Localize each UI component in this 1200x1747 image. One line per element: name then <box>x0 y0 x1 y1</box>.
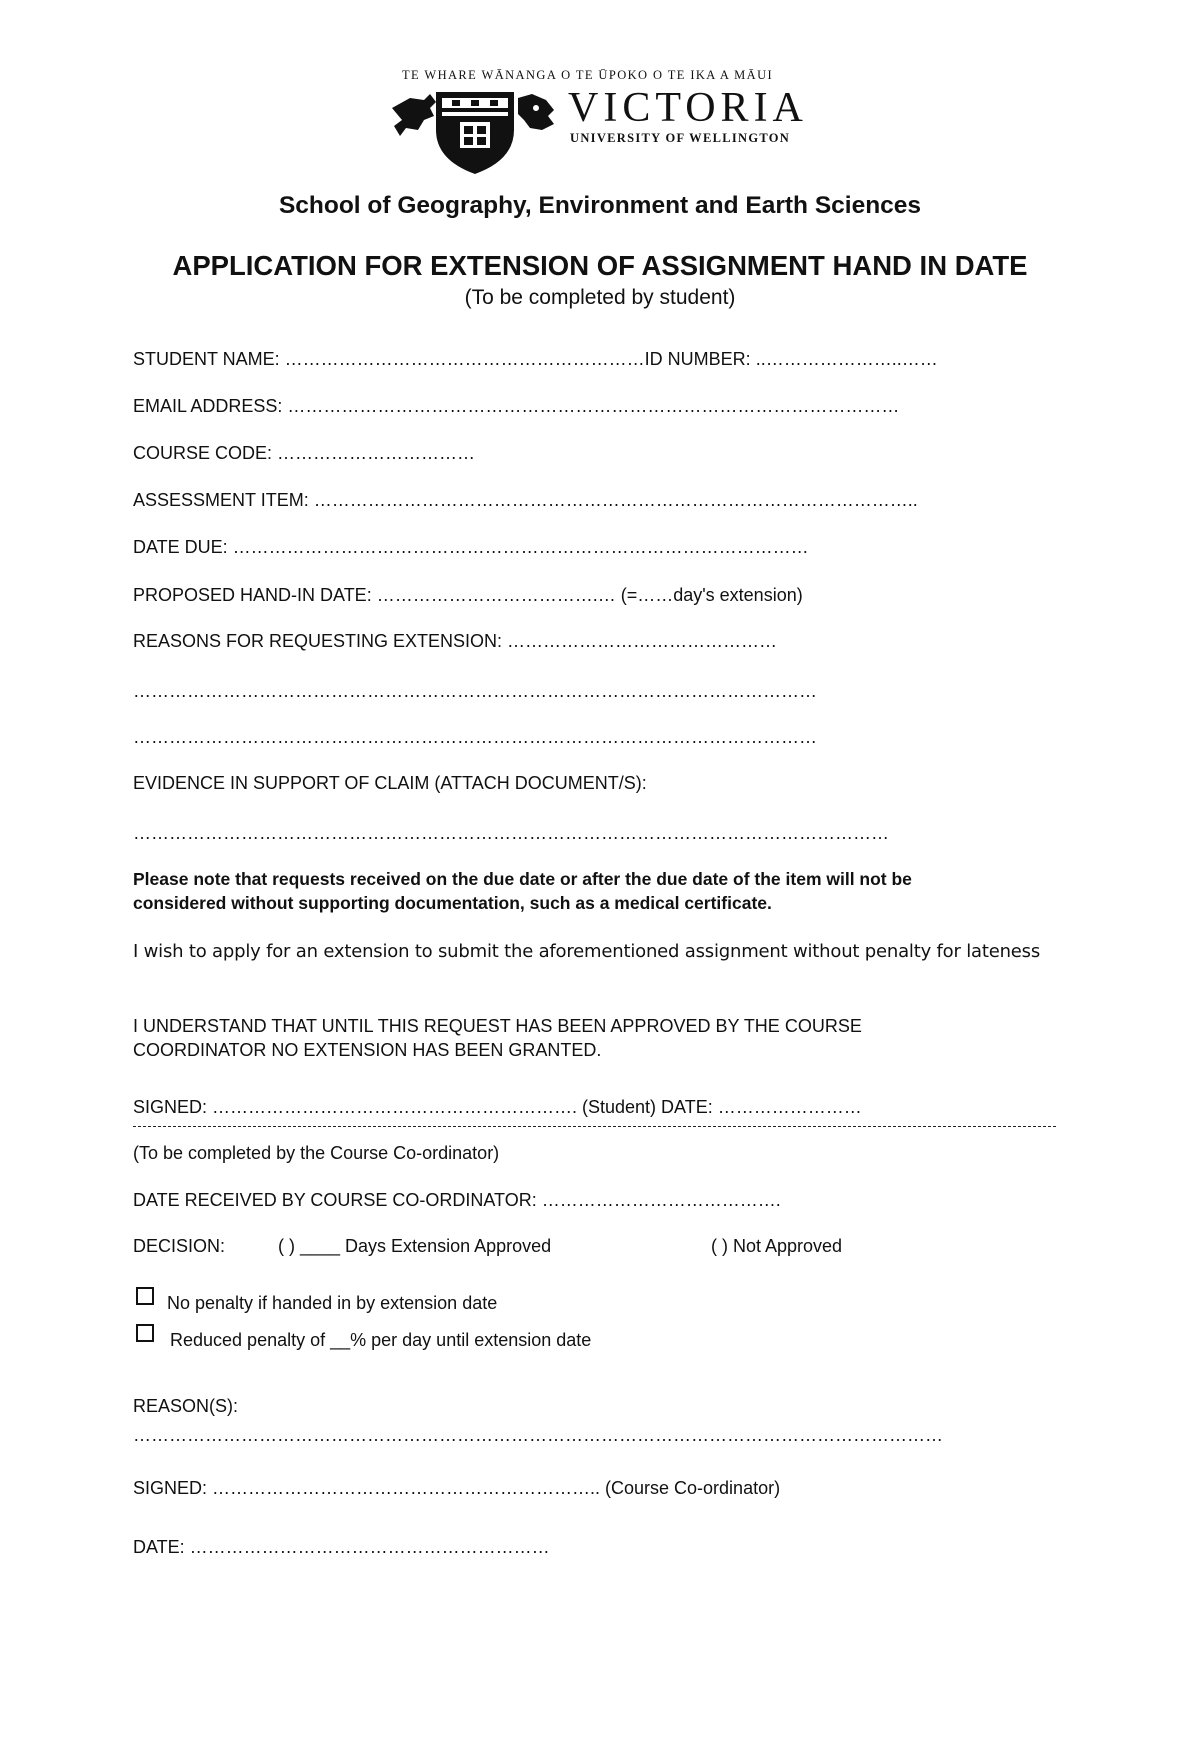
school-name: School of Geography, Environment and Earth Sciences <box>278 192 922 219</box>
apply-statement: I wish to apply for an extension to submit the aforementioned assignment without penalty for lateness <box>133 941 1041 962</box>
reasons-line[interactable]: …………………………………………………………………………………………………… <box>133 727 817 747</box>
assessment-item-field[interactable]: ASSESSMENT ITEM: ……………………………………………………………………………………….. <box>133 490 918 510</box>
reasons-line[interactable]: …………………………………………………………………………………………………… <box>133 681 817 701</box>
course-code-field[interactable]: COURSE CODE: …………………………… <box>133 443 476 463</box>
student-name-id-field[interactable]: STUDENT NAME: ……………………………………………………ID NUMBER: ..…………………..…… <box>133 349 938 369</box>
evidence-line[interactable]: ……………………………………………………………………………………………………………… <box>133 823 889 843</box>
understand-statement <box>133 1014 862 1062</box>
university-motto: TE WHARE WĀNANGA O TE ŪPOKO O TE IKA A MĀUI <box>402 68 774 82</box>
date-received-field[interactable]: DATE RECEIVED BY COURSE CO-ORDINATOR: …………………………………. <box>133 1190 781 1210</box>
understand-line: I UNDERSTAND THAT UNTIL THIS REQUEST HAS BEEN APPROVED BY THE COURSE <box>133 1016 862 1036</box>
student-signature-field[interactable]: SIGNED: ……………………………………………………. (Student) DATE: …………………… <box>133 1097 862 1117</box>
no-penalty-label: No penalty if handed in by extension date <box>167 1293 498 1313</box>
reasons-line[interactable]: ……………………………………………………………………………………………………………………… <box>133 1425 943 1445</box>
form-title: APPLICATION FOR EXTENSION OF ASSIGNMENT HAND IN DATE <box>172 250 1028 281</box>
university-name: UNIVERSITY OF WELLINGTON <box>570 131 791 145</box>
section-divider <box>133 1126 1056 1127</box>
decision-label: DECISION: <box>133 1236 226 1256</box>
decision-approved-option[interactable]: ( ) ____ Days Extension Approved <box>278 1236 552 1256</box>
no-penalty-checkbox[interactable] <box>136 1287 154 1305</box>
university-logo <box>390 66 830 176</box>
reasons-label: REASON(S): <box>133 1396 239 1416</box>
crest-icon <box>390 86 562 176</box>
reduced-penalty-checkbox[interactable] <box>136 1324 154 1342</box>
decision-not-approved-option[interactable]: ( ) Not Approved <box>711 1236 843 1256</box>
reasons-field[interactable]: REASONS FOR REQUESTING EXTENSION: ……………………………………… <box>133 631 778 651</box>
coordinator-date-field[interactable]: DATE: …………………………………………………… <box>133 1537 550 1557</box>
form-subtitle: (To be completed by student) <box>464 286 736 309</box>
reduced-penalty-label: Reduced penalty of __% per day until extension date <box>170 1330 592 1350</box>
notice-line: considered without supporting documentation, such as a medical certificate. <box>133 893 772 913</box>
proposed-date-field[interactable]: PROPOSED HAND-IN DATE: ……………………………….… (=……day's extension) <box>133 585 803 605</box>
understand-line: COORDINATOR NO EXTENSION HAS BEEN GRANTED. <box>133 1040 602 1060</box>
notice-line: Please note that requests received on the due date or after the due date of the item will not be <box>133 869 912 889</box>
coordinator-note: (To be completed by the Course Co-ordinator) <box>133 1143 500 1163</box>
notice-text <box>133 867 912 915</box>
evidence-label: EVIDENCE IN SUPPORT OF CLAIM (ATTACH DOCUMENT/S): <box>133 773 647 793</box>
university-wordmark: VICTORIA <box>568 85 808 131</box>
email-field[interactable]: EMAIL ADDRESS: ………………………………………………………………………………………… <box>133 396 900 416</box>
coordinator-signature-field[interactable]: SIGNED: ……………………………………………………….. (Course Co-ordinator) <box>133 1478 781 1498</box>
date-due-field[interactable]: DATE DUE: …………………………………………………………………………………… <box>133 537 809 557</box>
